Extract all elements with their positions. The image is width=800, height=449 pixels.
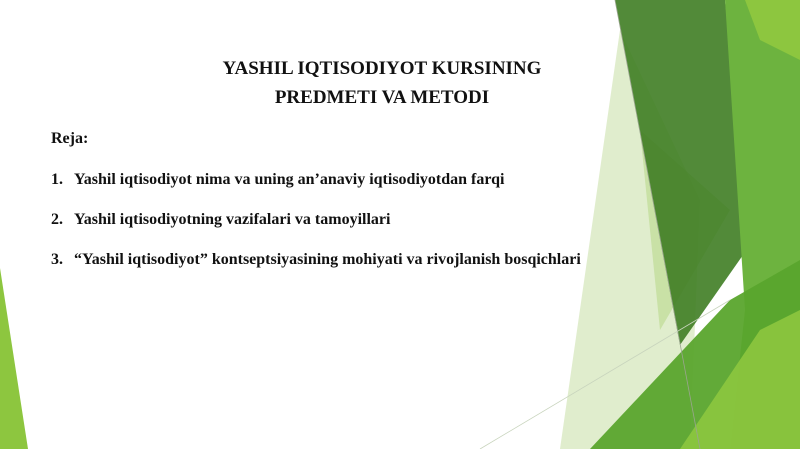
plan-item-text: Yashil iqtisodiyotning vazifalari va tamoyillari — [74, 211, 391, 228]
plan-item-number: 3. — [51, 251, 63, 268]
plan-item-text: Yashil iqtisodiyot nima va uning an’anaviy iqtisodiyotdan farqi — [74, 171, 505, 188]
plan-item-number: 2. — [51, 211, 63, 228]
plan-item — [51, 210, 581, 230]
title-line-1: YASHIL IQTISODIYOT KURSINING — [222, 58, 542, 79]
title-line-2: PREDMETI VA METODI — [274, 87, 490, 108]
plan-item — [51, 250, 581, 270]
left-green-sliver — [0, 268, 28, 449]
plan-item-number: 1. — [51, 171, 63, 188]
plan-item-text: “Yashil iqtisodiyot” kontseptsiyasining mohiyati va rivojlanish bosqichlari — [74, 251, 581, 268]
plan-list — [51, 170, 581, 290]
plan-item — [51, 170, 581, 190]
plan-label: Reja: — [51, 130, 89, 147]
slide-title — [182, 54, 582, 112]
